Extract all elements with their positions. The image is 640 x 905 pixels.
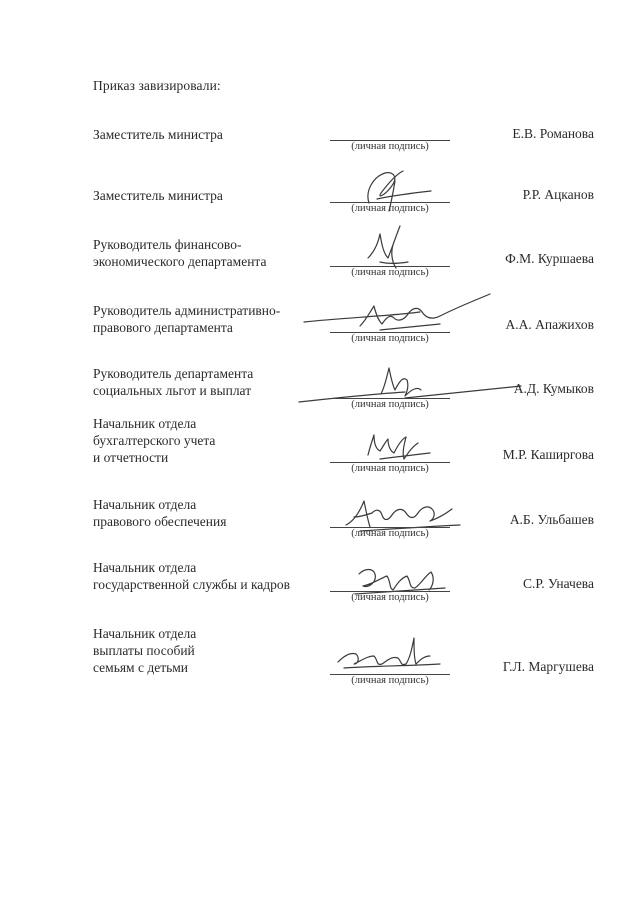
signature-caption: (личная подпись) — [351, 592, 429, 603]
signature-caption: (личная подпись) — [351, 203, 429, 214]
signatory-position: Начальник отдела государственной службы и кадров — [93, 560, 291, 592]
signatory-name: М.Р. Каширгова — [502, 447, 594, 462]
signature-caption: (личная подпись) — [351, 267, 429, 278]
signatory-name: Р.Р. Ацканов — [522, 187, 594, 202]
signatory-position: Руководитель административно- правового департамента — [93, 303, 281, 335]
sheet-heading: Приказ завизировали: — [93, 78, 221, 93]
signatory-name: А.А. Апажихов — [505, 317, 594, 332]
signature-caption: (личная подпись) — [351, 399, 429, 410]
signature-caption: (личная подпись) — [351, 675, 429, 686]
signatory-position: Руководитель департамента социальных льгот и выплат — [93, 366, 254, 398]
signatory-name: А.Д. Кумыков — [513, 381, 594, 396]
signatory-name: Ф.М. Куршаева — [505, 251, 594, 266]
signatory-position: Заместитель министра — [93, 127, 223, 142]
signatory-position: Начальник отдела правового обеспечения — [93, 497, 227, 529]
signatory-position: Заместитель министра — [93, 188, 223, 203]
signature-caption: (личная подпись) — [351, 528, 429, 539]
signatory-name: А.Б. Ульбашев — [509, 512, 594, 527]
signatory-name: С.Р. Уначева — [523, 576, 594, 591]
signature-caption: (личная подпись) — [351, 141, 429, 152]
signatory-name: Г.Л. Маргушева — [502, 659, 594, 674]
signatory-name: Е.В. Романова — [512, 126, 594, 141]
signature-caption: (личная подпись) — [351, 463, 429, 474]
signatory-position: Руководитель финансово- экономического департамента — [93, 237, 267, 269]
signatory-position: Начальник отдела выплаты пособий семьям с детьми — [93, 626, 197, 675]
handwritten-signature — [360, 222, 430, 272]
signatory-position: Начальник отдела бухгалтерского учета и отчетности — [93, 416, 216, 465]
handwritten-signature — [330, 630, 450, 675]
handwritten-signature — [360, 425, 450, 465]
signature-caption: (личная подпись) — [351, 333, 429, 344]
